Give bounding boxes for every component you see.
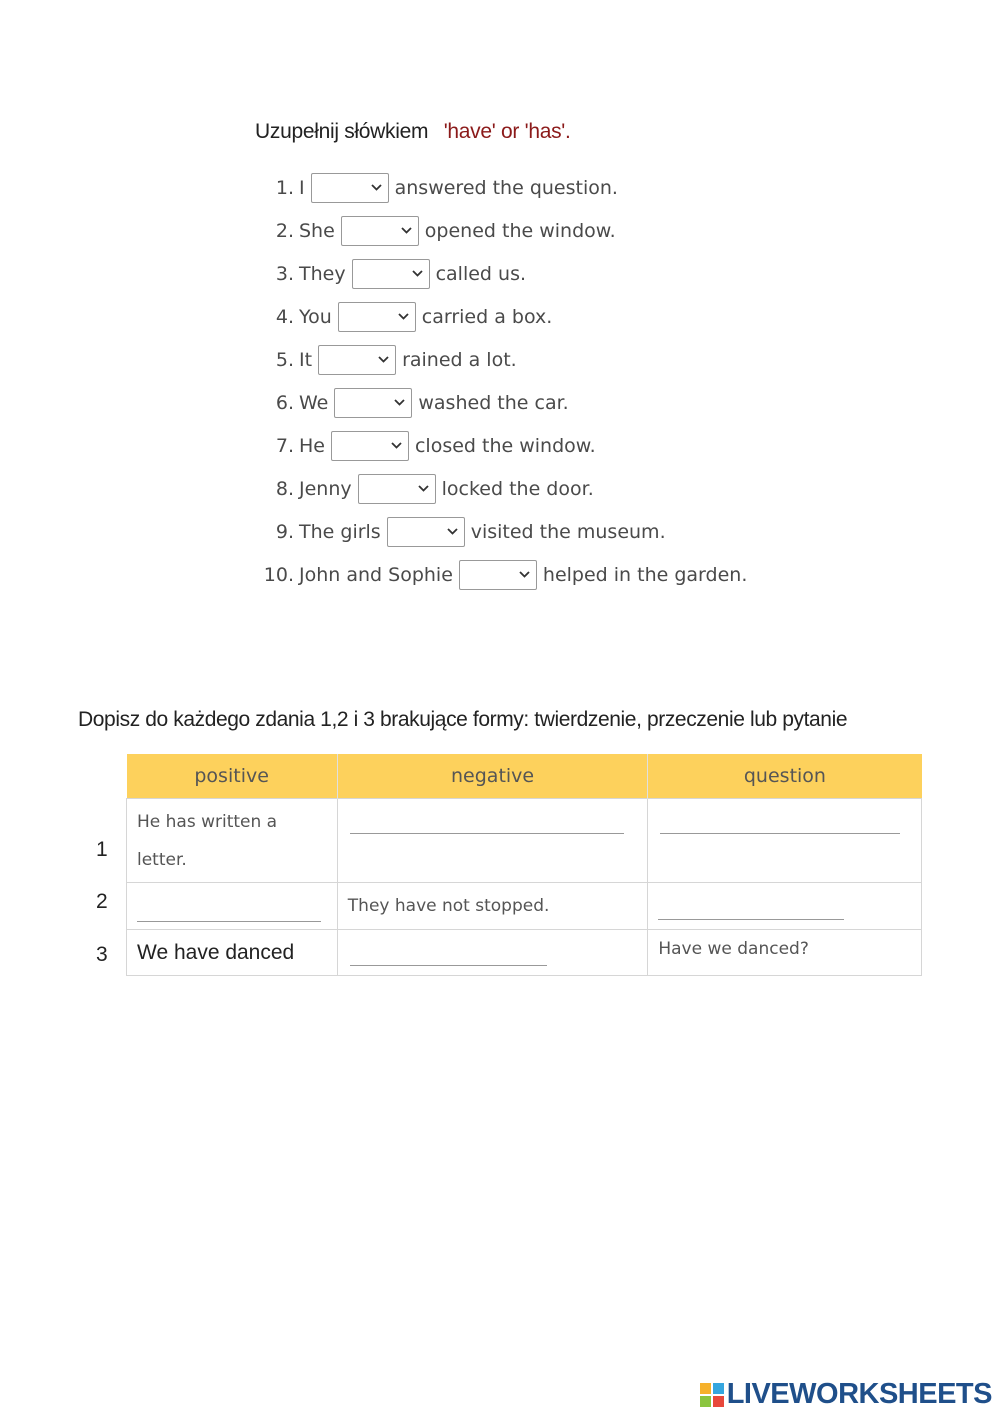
chevron-down-icon <box>378 356 389 363</box>
header-question: question <box>648 754 922 799</box>
item-subject: It <box>299 348 313 371</box>
answer-blank[interactable] <box>658 919 844 920</box>
row-number-1: 1 <box>96 838 108 861</box>
header-negative: negative <box>337 754 648 799</box>
forms-table <box>126 754 922 976</box>
header-positive: positive <box>127 754 338 799</box>
item-subject: They <box>299 262 346 285</box>
item-subject: You <box>299 305 332 328</box>
answer-dropdown[interactable] <box>311 173 389 203</box>
item-number: 8. <box>275 477 294 500</box>
item-number: 9. <box>275 520 294 543</box>
item-rest: helped in the garden. <box>542 563 748 586</box>
row-number-2: 2 <box>96 890 108 913</box>
cell-text: We have danced <box>137 940 295 964</box>
exercise-item-7 <box>258 424 747 467</box>
cell-text: He has written a letter. <box>137 811 278 870</box>
chevron-down-icon <box>371 184 382 191</box>
cell-text: Have we danced? <box>658 938 809 959</box>
item-subject: Jenny <box>299 477 352 500</box>
item-rest: rained a lot. <box>402 348 517 371</box>
answer-blank[interactable] <box>350 965 547 966</box>
answer-blank[interactable] <box>350 833 624 834</box>
cell-negative <box>337 883 648 930</box>
answer-dropdown[interactable] <box>338 302 416 332</box>
cell-question[interactable] <box>648 883 922 930</box>
item-subject: We <box>299 391 329 414</box>
cell-positive <box>127 799 338 883</box>
chevron-down-icon <box>412 270 423 277</box>
item-subject: She <box>299 219 335 242</box>
exercise-1-items <box>258 166 747 596</box>
exercise-item-9 <box>258 510 747 553</box>
exercise-1-instruction-accent: 'have' or 'has'. <box>443 120 571 143</box>
item-rest: washed the car. <box>418 391 569 414</box>
exercise-item-10 <box>258 553 747 596</box>
chevron-down-icon <box>398 313 409 320</box>
answer-dropdown[interactable] <box>318 345 396 375</box>
item-number: 10. <box>263 563 294 586</box>
cell-negative[interactable] <box>337 799 648 883</box>
chevron-down-icon <box>394 399 405 406</box>
exercise-item-4 <box>258 295 747 338</box>
exercise-2-title: Dopisz do każdego zdania 1,2 i 3 brakujące formy: twierdzenie, przeczenie lub pytanie <box>78 708 848 731</box>
cell-negative[interactable] <box>337 930 648 976</box>
exercise-1-instruction: Uzupełnij słówkiem <box>255 120 429 143</box>
table-row <box>127 930 922 976</box>
answer-dropdown[interactable] <box>341 216 419 246</box>
answer-blank[interactable] <box>660 833 900 834</box>
brand-logo <box>700 1378 992 1411</box>
cell-question <box>648 930 922 976</box>
item-number: 3. <box>275 262 294 285</box>
item-rest: answered the question. <box>394 176 618 199</box>
answer-dropdown[interactable] <box>331 431 409 461</box>
cell-positive[interactable] <box>127 883 338 930</box>
answer-dropdown[interactable] <box>352 259 430 289</box>
answer-blank[interactable] <box>137 921 321 922</box>
item-number: 1. <box>275 176 294 199</box>
brand-name: LIVEWORKSHEETS <box>726 1378 992 1410</box>
table-row <box>127 883 922 930</box>
item-subject: The girls <box>299 520 381 543</box>
item-rest: opened the window. <box>424 219 616 242</box>
brand-logo-icon <box>700 1383 724 1407</box>
chevron-down-icon <box>401 227 412 234</box>
item-rest: carried a box. <box>421 305 553 328</box>
exercise-item-3 <box>258 252 747 295</box>
table-row <box>127 799 922 883</box>
item-subject: John and Sophie <box>299 563 453 586</box>
chevron-down-icon <box>418 485 429 492</box>
exercise-item-5 <box>258 338 747 381</box>
item-rest: called us. <box>435 262 527 285</box>
cell-question[interactable] <box>648 799 922 883</box>
row-number-3: 3 <box>96 943 108 966</box>
item-subject: He <box>299 434 325 457</box>
cell-text: They have not stopped. <box>347 896 550 916</box>
item-number: 2. <box>275 219 294 242</box>
chevron-down-icon <box>519 571 530 578</box>
answer-dropdown[interactable] <box>387 517 465 547</box>
item-rest: visited the museum. <box>470 520 666 543</box>
chevron-down-icon <box>391 442 402 449</box>
answer-dropdown[interactable] <box>459 560 537 590</box>
item-number: 4. <box>275 305 294 328</box>
chevron-down-icon <box>447 528 458 535</box>
answer-dropdown[interactable] <box>334 388 412 418</box>
exercise-item-6 <box>258 381 747 424</box>
item-number: 5. <box>275 348 294 371</box>
exercise-item-8 <box>258 467 747 510</box>
exercise-item-1 <box>258 166 747 209</box>
cell-positive <box>127 930 338 976</box>
item-subject: I <box>299 176 305 199</box>
item-rest: closed the window. <box>414 434 596 457</box>
item-number: 6. <box>275 391 294 414</box>
item-number: 7. <box>275 434 294 457</box>
item-rest: locked the door. <box>441 477 594 500</box>
table-header-row <box>127 754 922 799</box>
exercise-1-title <box>255 120 571 144</box>
exercise-item-2 <box>258 209 747 252</box>
answer-dropdown[interactable] <box>358 474 436 504</box>
